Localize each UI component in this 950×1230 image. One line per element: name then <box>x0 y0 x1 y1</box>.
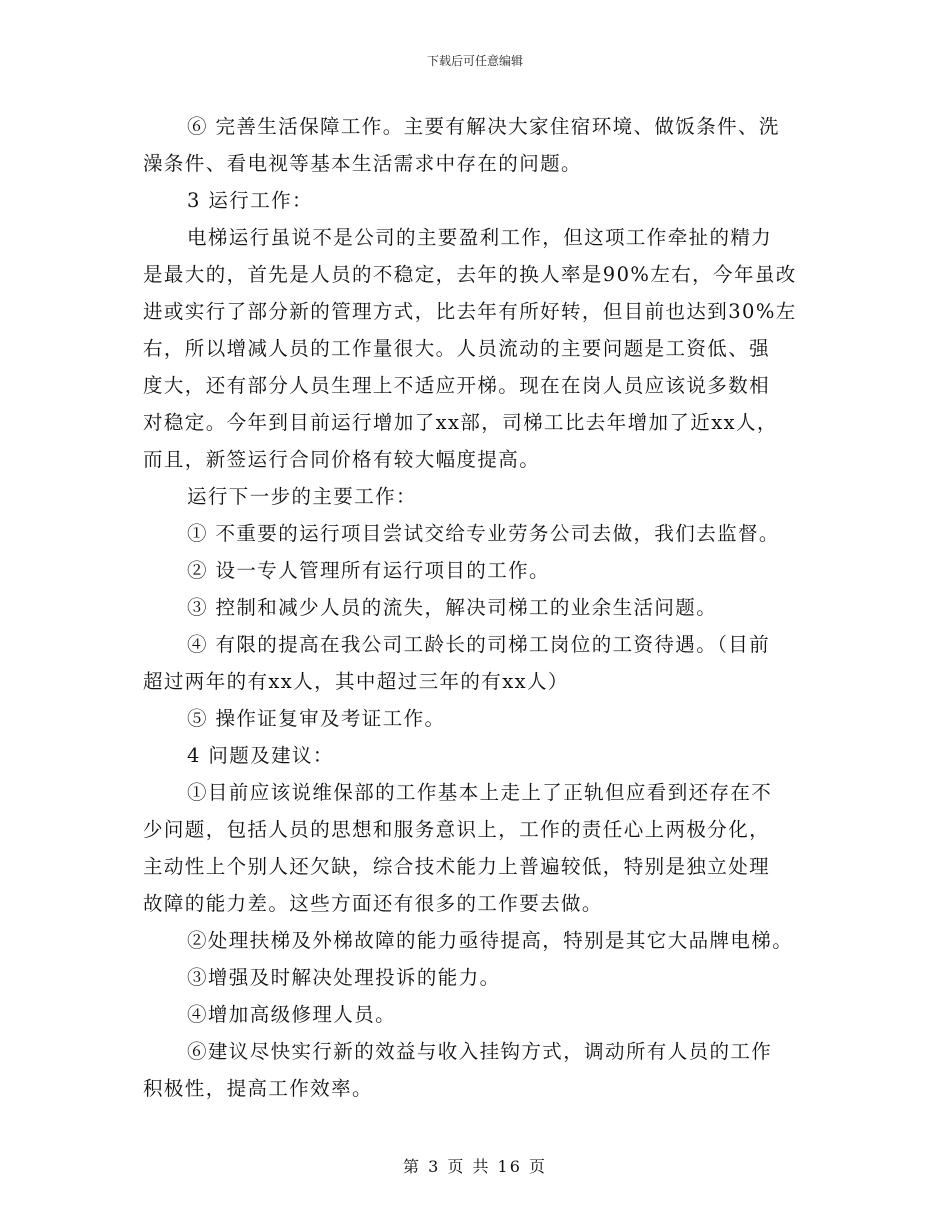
text-line: ⑥ 完善生活保障工作。主要有解决大家住宿环境、做饭条件、洗 <box>187 115 780 138</box>
text-line: 积极性，提高工作效率。 <box>143 1077 373 1100</box>
text-line: 少问题，包括人员的思想和服务意识上，工作的责任心上两极分化， <box>143 818 771 841</box>
text-line: ⑤ 操作证复审及考证工作。 <box>187 707 446 730</box>
text-line: 进或实行了部分新的管理方式，比去年有所好转，但目前也达到30%左 <box>143 300 797 323</box>
text-line: 超过两年的有xx人，其中超过三年的有xx人） <box>143 670 569 693</box>
text-line: ① 不重要的运行项目尝试交给专业劳务公司去做，我们去监督。 <box>187 522 780 545</box>
page-header: 下载后可任意编辑 <box>426 54 523 68</box>
text-line: 3 运行工作： <box>187 189 313 212</box>
text-line: 4 问题及建议： <box>187 744 334 767</box>
text-line: 对稳定。今年到目前运行增加了xx部，司梯工比去年增加了近xx人， <box>143 411 778 434</box>
text-line: 运行下一步的主要工作： <box>187 485 417 508</box>
text-line: ②处理扶梯及外梯故障的能力亟待提高，特别是其它大品牌电梯。 <box>187 929 794 952</box>
text-line: ①目前应该说维保部的工作基本上走上了正轨但应看到还存在不 <box>187 781 773 804</box>
text-line: ④增加高级修理人员。 <box>187 1003 397 1026</box>
text-line: 是最大的，首先是人员的不稳定，去年的换人率是90%左右，今年虽改 <box>143 263 797 286</box>
text-line: 故障的能力差。这些方面还有很多的工作要去做。 <box>143 892 603 915</box>
text-line: 电梯运行虽说不是公司的主要盈利工作，但这项工作牵扯的精力 <box>187 226 773 249</box>
text-line: 而且，新签运行合同价格有较大幅度提高。 <box>143 448 541 471</box>
page-footer: 第 3 页 共 16 页 <box>403 1157 547 1176</box>
text-line: ④ 有限的提高在我公司工龄长的司梯工岗位的工资待遇。（目前 <box>187 633 771 656</box>
text-line: ③ 控制和减少人员的流失，解决司梯工的业余生活问题。 <box>187 596 718 619</box>
text-line: 度大，还有部分人员生理上不适应开梯。现在在岗人员应该说多数相 <box>143 374 771 397</box>
text-line: ② 设一专人管理所有运行项目的工作。 <box>187 559 550 582</box>
text-line: ⑥建议尽快实行新的效益与收入挂钩方式，调动所有人员的工作 <box>187 1040 773 1063</box>
text-line: 主动性上个别人还欠缺，综合技术能力上普遍较低，特别是独立处理 <box>143 855 771 878</box>
text-line: 右，所以增减人员的工作量很大。人员流动的主要问题是工资低、强 <box>143 337 771 360</box>
document-body <box>143 108 813 1107</box>
text-line: 澡条件、看电视等基本生活需求中存在的问题。 <box>143 152 582 175</box>
text-line: ③增强及时解决处理投诉的能力。 <box>187 966 501 989</box>
